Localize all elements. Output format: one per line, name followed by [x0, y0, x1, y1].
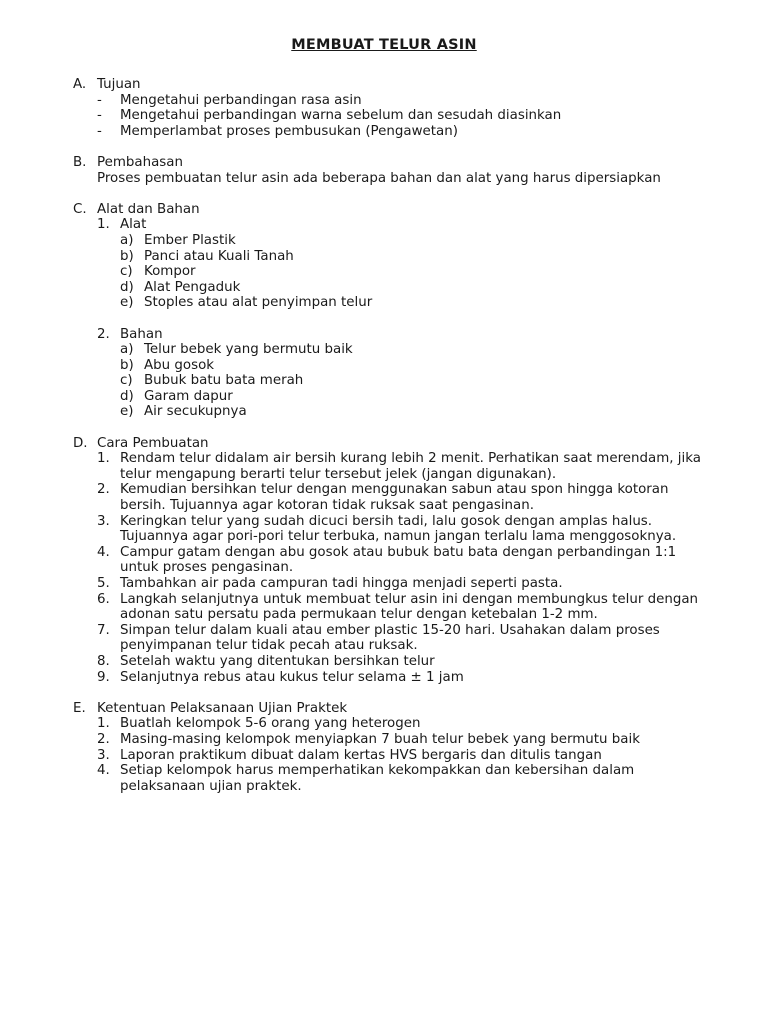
section-cara-pembuatan	[73, 436, 713, 686]
list-number: 7.	[97, 622, 110, 638]
list-item	[97, 389, 713, 405]
list-item	[97, 108, 713, 124]
step-item	[97, 482, 713, 513]
list-item-text: Memperlambat proses pembusukan (Pengawetan)	[120, 123, 458, 139]
list-letter: d)	[120, 388, 134, 404]
list-number: 4.	[97, 544, 110, 560]
list-item-text: Alat Pengaduk	[144, 279, 241, 295]
section-letter: C.	[73, 201, 87, 217]
list-letter: c)	[120, 264, 133, 280]
list-item	[97, 264, 713, 280]
list-item	[97, 763, 713, 794]
step-text: Setelah waktu yang ditentukan bersihkan telur	[120, 653, 435, 669]
dash-bullet: -	[97, 92, 102, 108]
section-alat-bahan	[73, 202, 713, 420]
section-ketentuan	[73, 701, 713, 795]
list-item-text: Panci atau Kuali Tanah	[144, 248, 294, 264]
list-number: 5.	[97, 576, 110, 591]
step-text: Rendam telur didalam air bersih kurang lebih 2 menit. Perhatikan saat merendam, jika telur mengapung berarti telur tersebut jelek (jangan digunakan).	[120, 451, 701, 482]
section-letter: D.	[73, 435, 88, 451]
list-item-text: Mengetahui perbandingan rasa asin	[120, 92, 362, 108]
list-number: 8.	[97, 653, 110, 669]
section-letter: B.	[73, 154, 87, 170]
list-letter: e)	[120, 295, 134, 311]
list-number: 3.	[97, 747, 110, 763]
section-heading: Ketentuan Pelaksanaan Ujian Praktek	[97, 700, 348, 716]
list-item-text: Mengetahui perbandingan warna sebelum dan sesudah diasinkan	[120, 108, 562, 124]
list-item	[97, 716, 713, 732]
list-letter: e)	[120, 404, 134, 420]
list-item	[97, 404, 713, 420]
step-item	[97, 545, 713, 576]
list-item	[97, 233, 713, 249]
subheading-label: Bahan	[120, 326, 163, 342]
step-item	[97, 451, 713, 482]
list-letter: b)	[120, 357, 134, 373]
document-title: MEMBUAT TELUR ASIN	[291, 37, 477, 53]
list-item	[97, 342, 713, 358]
step-item	[97, 576, 713, 592]
list-item-text: Ember Plastik	[144, 232, 236, 248]
list-number: 4.	[97, 763, 110, 779]
section-paragraph: Proses pembuatan telur asin ada beberapa bahan dan alat yang harus dipersiapkan	[97, 170, 661, 186]
section-heading: Cara Pembuatan	[97, 435, 209, 451]
list-number: 1.	[97, 451, 110, 467]
list-item	[97, 295, 713, 311]
list-letter: d)	[120, 279, 134, 295]
list-number: 6.	[97, 591, 110, 607]
step-item	[97, 654, 713, 670]
spacer	[97, 311, 713, 327]
list-letter: a)	[120, 232, 134, 248]
list-number: 2.	[97, 731, 110, 747]
list-number: 1.	[97, 716, 110, 732]
list-item	[97, 280, 713, 296]
step-text: Keringkan telur yang sudah dicuci bersih tadi, lalu gosok dengan amplas halus. Tujuannya agar pori-pori telur terbuka, namun jangan terlalu lama menggosoknya.	[120, 513, 677, 545]
step-item	[97, 623, 713, 654]
step-text: Kemudian bersihkan telur dengan menggunakan sabun atau spon hingga kotoran bersih. Tujuannya agar kotoran tidak ruksak saat pengasinan.	[120, 482, 669, 514]
list-item	[97, 748, 713, 764]
subheading-label: Alat	[120, 217, 147, 233]
list-item-text: Telur bebek yang bermutu baik	[144, 342, 353, 358]
section-pembahasan	[73, 155, 713, 186]
step-text: Tambahkan air pada campuran tadi hingga menjadi seperti pasta.	[120, 576, 563, 591]
list-item	[97, 358, 713, 374]
list-number: 9.	[97, 669, 110, 685]
step-text: Langkah selanjutnya untuk membuat telur asin ini dengan membungkus telur dengan adonan satu persatu pada permukaan telur dengan ketebalan 1-2 mm.	[120, 591, 699, 623]
list-item-text: Buatlah kelompok 5-6 orang yang heterogen	[120, 716, 421, 732]
step-text: Simpan telur dalam kuali atau ember plastic 15-20 hari. Usahakan dalam proses penyimpanan telur tidak pecah atau ruksak.	[120, 622, 660, 654]
section-heading: Tujuan	[97, 77, 141, 92]
section-heading: Pembahasan	[97, 154, 183, 170]
step-text: Selanjutnya rebus atau kukus telur selama ± 1 jam	[120, 669, 464, 685]
section-letter: A.	[73, 77, 87, 92]
list-item-text: Kompor	[144, 264, 196, 280]
dash-bullet: -	[97, 108, 102, 124]
list-item	[97, 249, 713, 265]
list-number: 3.	[97, 513, 110, 529]
list-item-text: Abu gosok	[144, 357, 215, 373]
section-heading: Alat dan Bahan	[97, 201, 200, 217]
list-item-text: Air secukupnya	[144, 404, 247, 420]
section-tujuan	[73, 77, 713, 139]
list-item	[97, 124, 713, 140]
list-number: 1.	[97, 217, 110, 233]
step-item	[97, 514, 713, 545]
step-item	[97, 592, 713, 623]
list-item-text: Masing-masing kelompok menyiapkan 7 buah telur bebek yang bermutu baik	[120, 731, 640, 747]
dash-bullet: -	[97, 123, 102, 139]
list-item-text: Laporan praktikum dibuat dalam kertas HVS bergaris dan ditulis tangan	[120, 747, 602, 763]
document-body	[73, 77, 713, 810]
list-letter: c)	[120, 373, 133, 389]
list-item	[97, 93, 713, 109]
step-item	[97, 670, 713, 686]
list-item	[97, 732, 713, 748]
list-item-text: Bubuk batu bata merah	[144, 373, 304, 389]
subheading-bahan	[97, 327, 713, 343]
list-item-text: Stoples atau alat penyimpan telur	[144, 295, 373, 311]
list-item-text: Garam dapur	[144, 388, 233, 404]
list-item	[97, 373, 713, 389]
list-number: 2.	[97, 482, 110, 498]
subheading-alat	[97, 217, 713, 233]
list-item-text: Setiap kelompok harus memperhatikan kekompakkan dan kebersihan dalam pelaksanaan ujian praktek.	[120, 763, 635, 794]
list-number: 2.	[97, 326, 110, 342]
list-letter: b)	[120, 248, 134, 264]
section-letter: E.	[73, 700, 86, 716]
step-text: Campur gatam dengan abu gosok atau bubuk batu bata dengan perbandingan 1:1 untuk proses pengasinan.	[120, 544, 677, 576]
list-letter: a)	[120, 342, 134, 358]
